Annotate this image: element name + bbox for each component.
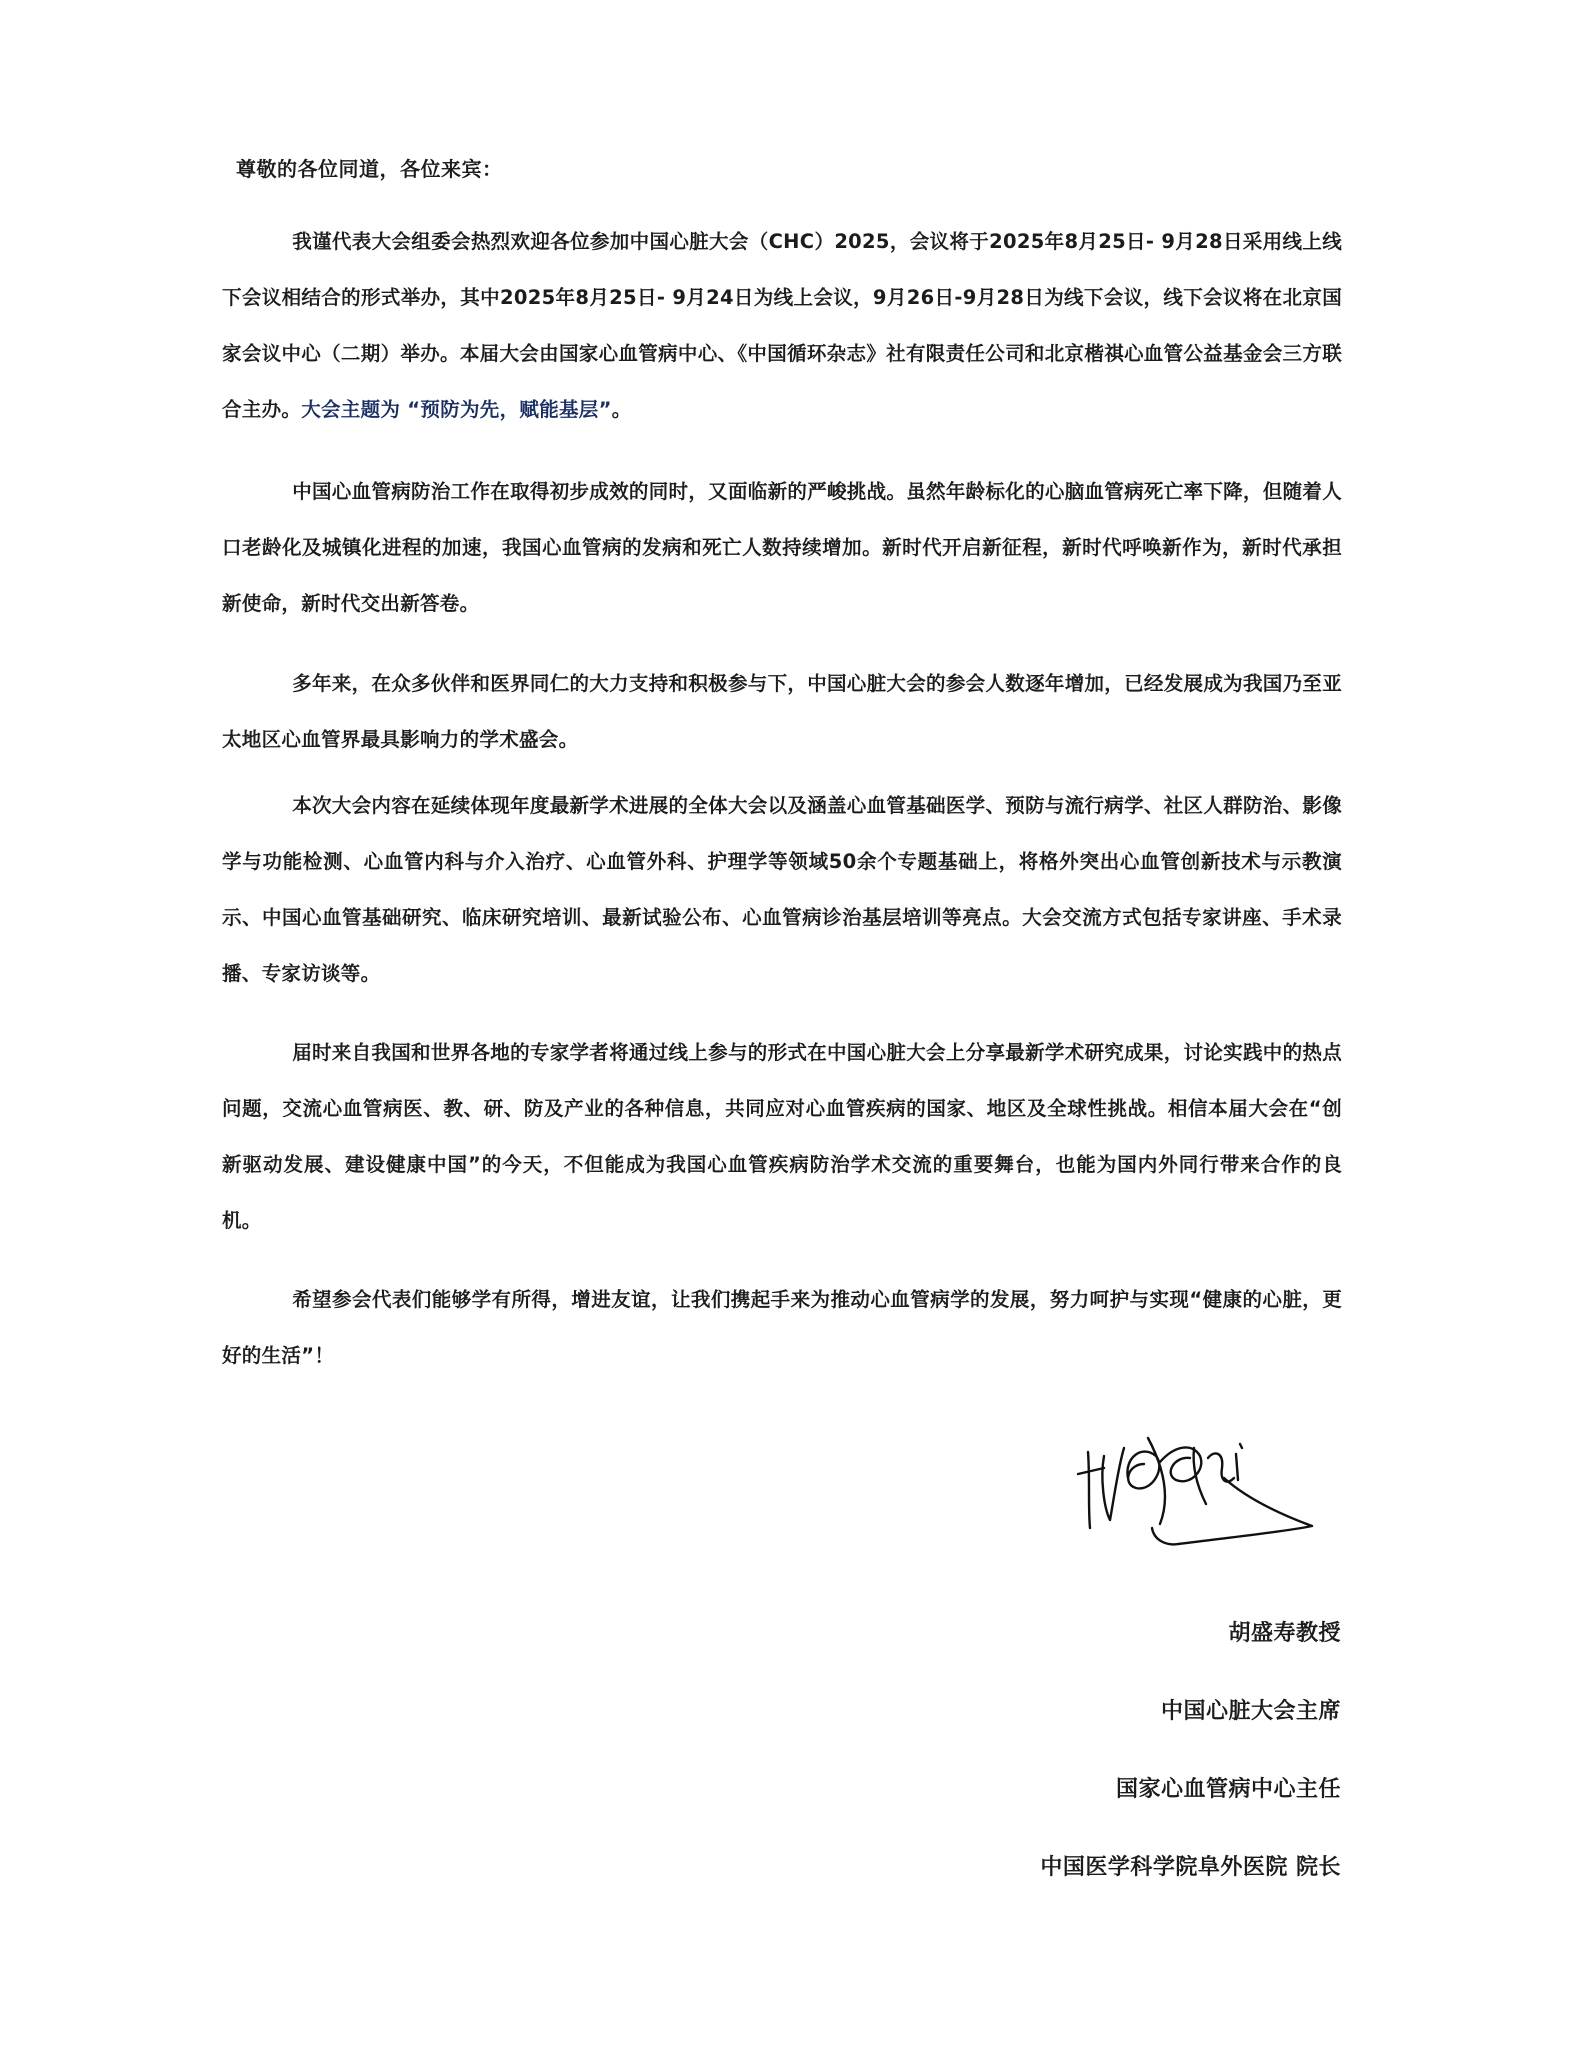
handwritten-signature [1074,1408,1324,1558]
signatory-title-chair: 中国心脏大会主席 [1160,1699,1341,1724]
paragraph-closing: 希望参会代表们能够学有所得，增进友谊，让我们携起手来为推动心血管病学的发展，努力呵护与实现“健康的心脏，更好的生活”！ [222,1288,1342,1367]
signatory-title-director: 国家心血管病中心主任 [1115,1777,1341,1802]
paragraph-content: 本次大会内容在延续体现年度最新学术进展的全体大会以及涵盖心血管基础医学、预防与流行病学、社区人群防治、影像学与功能检测、心血管内科与介入治疗、心血管外科、护理学等领域50余个专题基础上，将格外突出心血管创新技术与示教演示、中国心血管基础研究、临床研究培训、最新试验公布、心血管病诊治基层培训等亮点。大会交流方式包括专家讲座、手术录播、专家访谈等。 [222,794,1342,985]
paragraph-welcome [222,214,1342,438]
signatory-title-president: 中国医学科学院阜外医院 院长 [1040,1855,1341,1880]
conference-theme: 大会主题为 “预防为先，赋能基层” [301,398,612,421]
paragraph-challenges: 中国心血管病防治工作在取得初步成效的同时，又面临新的严峻挑战。虽然年龄标化的心脑血管病死亡率下降，但随着人口老龄化及城镇化进程的加速，我国心血管病的发病和死亡人数持续增加。新时代开启新征程，新时代呼唤新作为，新时代承担新使命，新时代交出新答卷。 [222,480,1342,615]
paragraph-history: 多年来，在众多伙伴和医界同仁的大力支持和积极参与下，中国心脏大会的参会人数逐年增加，已经发展成为我国乃至亚太地区心血管界最具影响力的学术盛会。 [222,672,1342,751]
signatory-name: 胡盛寿教授 [1228,1621,1341,1646]
paragraph-welcome-end: 。 [611,398,632,421]
paragraph-welcome-text: 我谨代表大会组委会热烈欢迎各位参加中国心脏大会（CHC）2025，会议将于2025年8月25日- 9月28日采用线上线下会议相结合的形式举办，其中2025年8月25日- 9月24日为线上会议，9月26日-9月28日为线下会议，线下会议将在北京国家会议中心（二期）举办。本届大会由国家心血管病中心、《中国循环杂志》社有限责任公司和北京楷祺心血管公益基金会三方联合主办。 [222,230,1342,421]
signature-block [1040,1620,1341,1932]
paragraph-experts: 届时来自我国和世界各地的专家学者将通过线上参与的形式在中国心脏大会上分享最新学术研究成果，讨论实践中的热点问题，交流心血管病医、教、研、防及产业的各种信息，共同应对心血管疾病的国家、地区及全球性挑战。相信本届大会在“创新驱动发展、建设健康中国”的今天，不但能成为我国心血管疾病防治学术交流的重要舞台，也能为国内外同行带来合作的良机。 [222,1041,1342,1232]
salutation: 尊敬的各位同道，各位来宾： [236,157,503,181]
